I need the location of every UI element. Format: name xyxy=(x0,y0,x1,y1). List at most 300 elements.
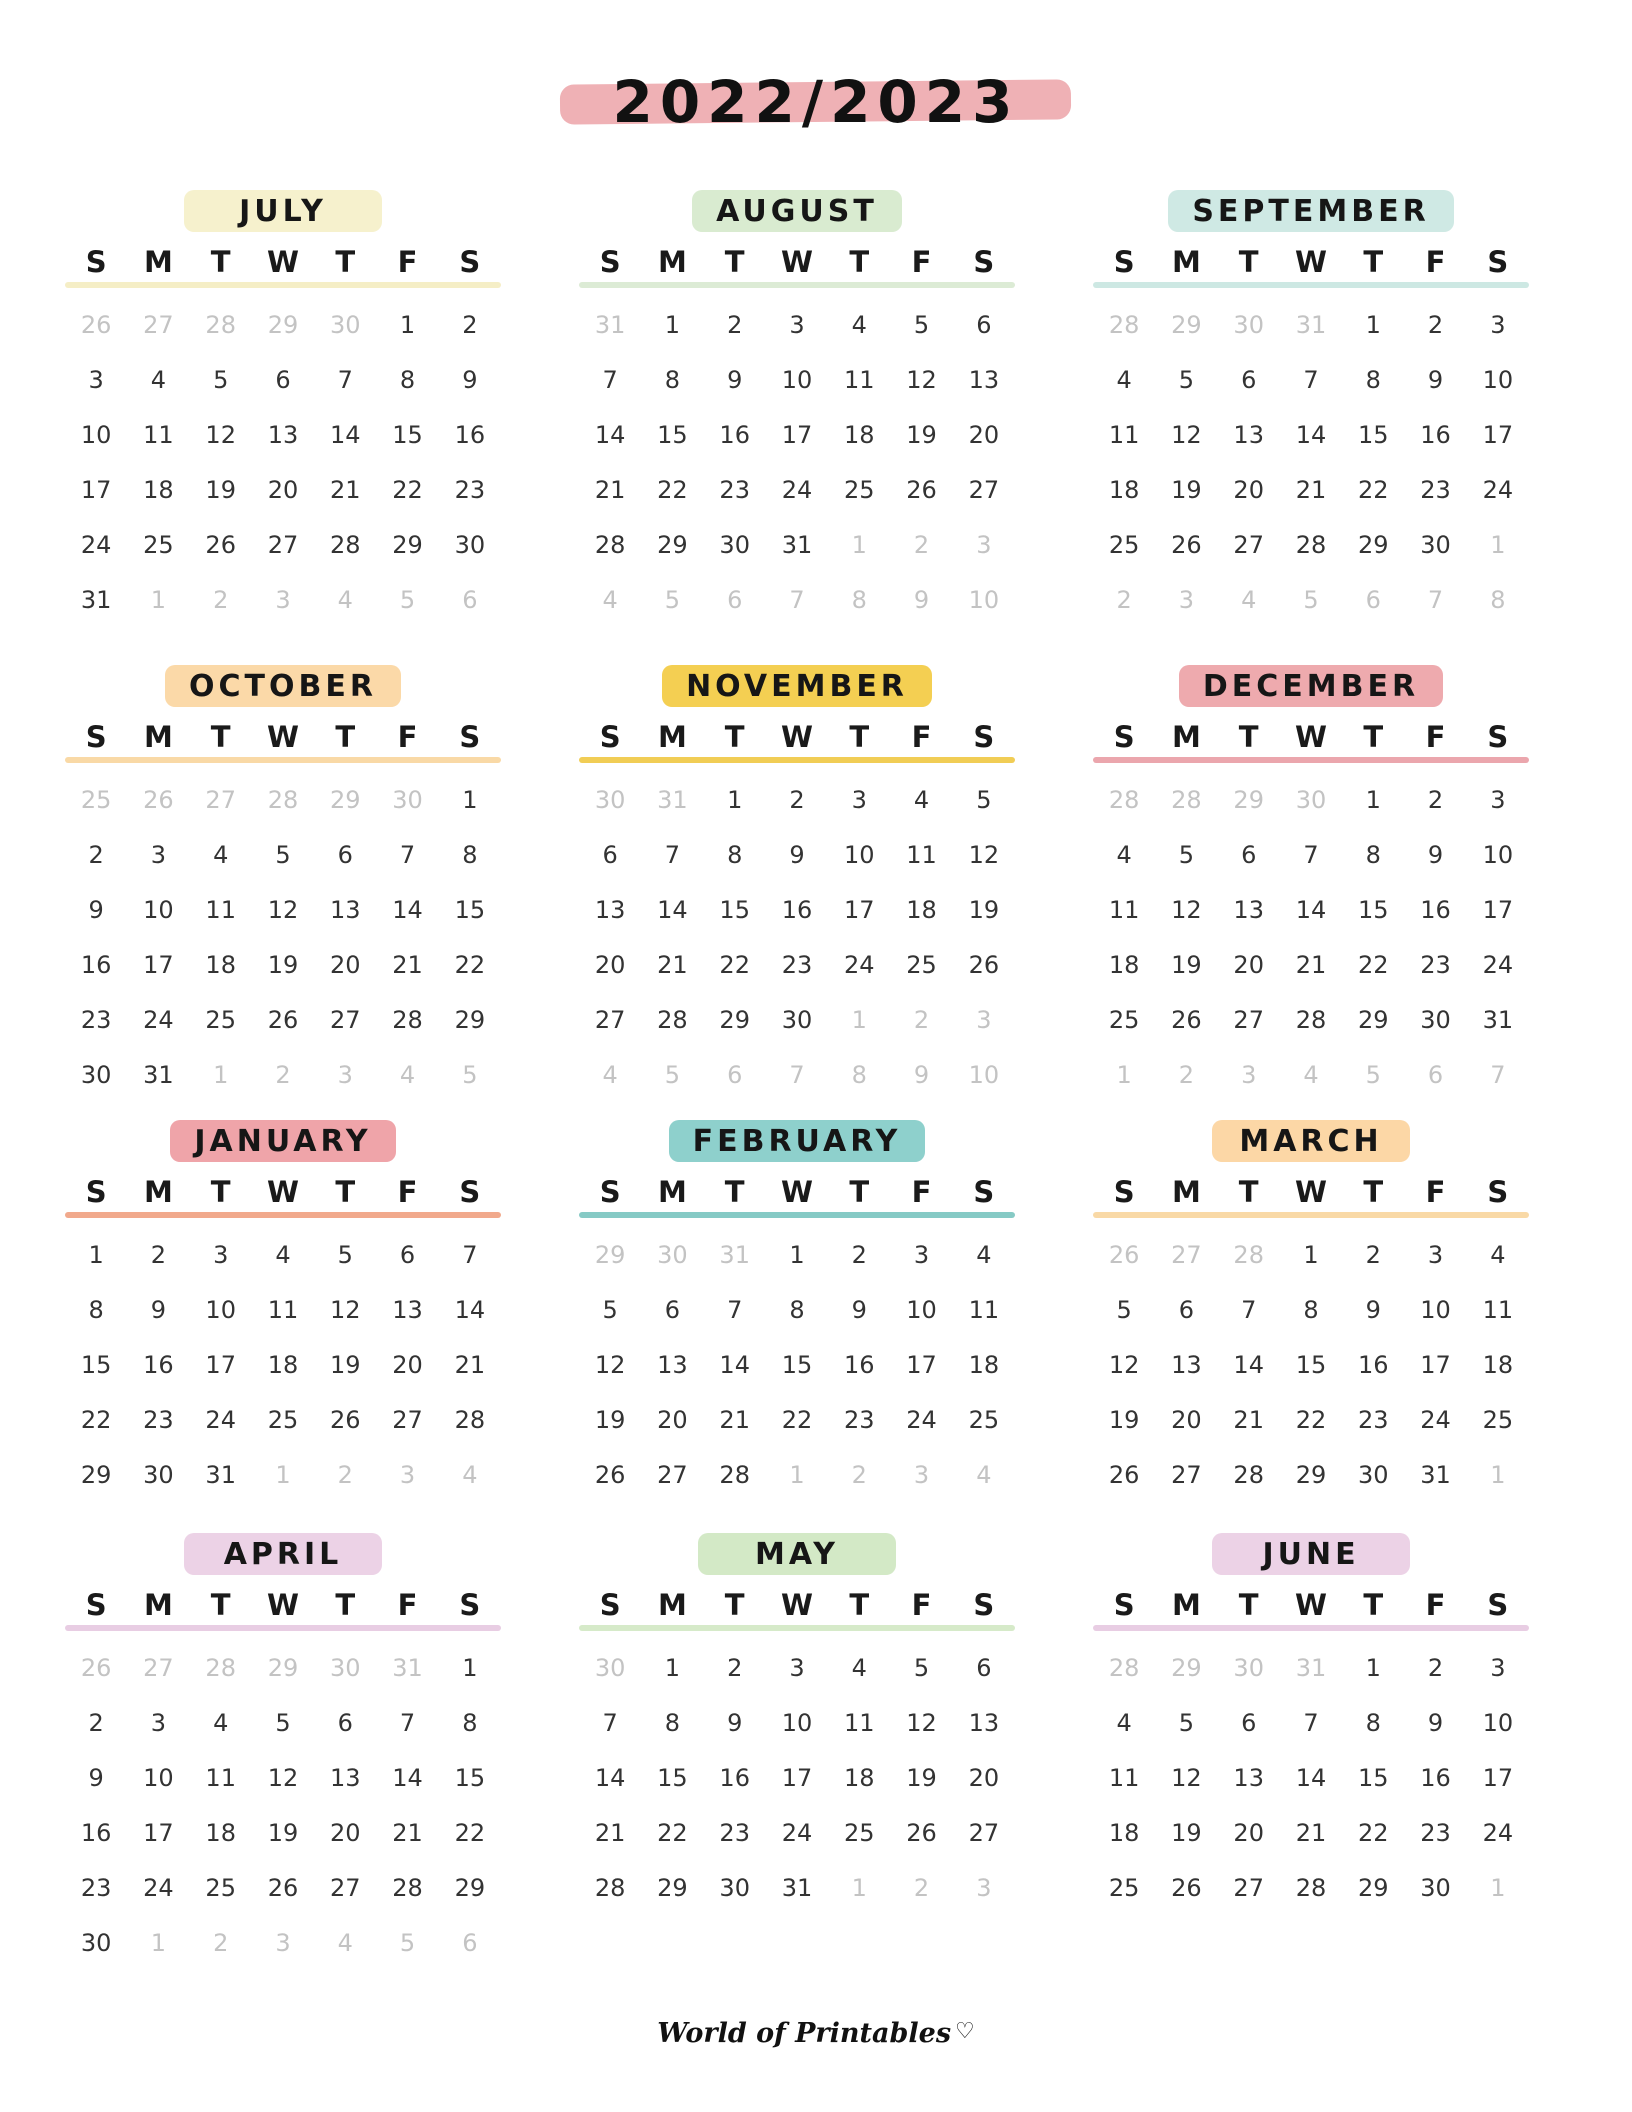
day-cell: 23 xyxy=(1420,1819,1451,1847)
month-name: AUGUST xyxy=(692,190,902,232)
day-cell: 29 xyxy=(1358,1874,1389,1902)
day-cell: 17 xyxy=(781,1764,813,1792)
day-cell: 20 xyxy=(392,1351,423,1379)
day-cell: 26 xyxy=(1171,1006,1202,1034)
day-cell: 19 xyxy=(594,1406,626,1434)
day-cell: 29 xyxy=(1358,531,1389,559)
day-cell: 21 xyxy=(392,951,423,979)
day-cell: 23 xyxy=(143,1406,174,1434)
day-cell: 12 xyxy=(330,1296,361,1324)
weekday-label: S xyxy=(85,245,107,279)
weekday-label: M xyxy=(143,1588,173,1622)
day-cell: 26 xyxy=(906,476,937,504)
weekday-row xyxy=(1093,719,1529,755)
day-cell: 6 xyxy=(976,311,992,339)
adjacent-month-day: 7 xyxy=(1427,586,1444,614)
adjacent-month-day: 31 xyxy=(392,1654,423,1682)
adjacent-month-day: 6 xyxy=(727,586,743,614)
adjacent-month-day: 8 xyxy=(851,586,867,614)
day-cell: 28 xyxy=(657,1006,688,1034)
month-header xyxy=(579,665,1015,713)
day-cell: 18 xyxy=(1482,1351,1514,1379)
adjacent-month-day: 2 xyxy=(851,1461,867,1489)
day-cell: 28 xyxy=(330,531,361,559)
weekday-label: M xyxy=(1171,1588,1201,1622)
day-cell: 8 xyxy=(1365,366,1381,394)
adjacent-month-day: 2 xyxy=(913,1006,930,1034)
day-cell: 6 xyxy=(1241,1709,1257,1737)
day-cell: 15 xyxy=(454,1764,486,1792)
adjacent-month-day: 5 xyxy=(664,586,681,614)
days-grid xyxy=(1093,773,1529,1103)
day-cell: 5 xyxy=(913,1654,930,1682)
day-cell: 11 xyxy=(205,1764,236,1792)
weekday-label: W xyxy=(780,245,813,279)
adjacent-month-day: 26 xyxy=(143,786,174,814)
day-cell: 21 xyxy=(719,1406,750,1434)
day-cell: 8 xyxy=(664,1709,681,1737)
day-cell: 31 xyxy=(781,531,813,559)
weekday-label: S xyxy=(599,245,621,279)
weekday-label: S xyxy=(599,1175,621,1209)
day-cell: 19 xyxy=(1108,1406,1140,1434)
day-cell: 25 xyxy=(1108,1006,1140,1034)
day-cell: 31 xyxy=(143,1061,174,1089)
weekday-label: T xyxy=(1238,245,1259,279)
weekday-label: F xyxy=(1425,1175,1446,1209)
day-cell: 22 xyxy=(454,951,486,979)
day-cell: 2 xyxy=(150,1241,167,1269)
day-cell: 22 xyxy=(719,951,750,979)
weekday-label: T xyxy=(724,1588,745,1622)
day-cell: 14 xyxy=(1295,896,1327,924)
adjacent-month-day: 2 xyxy=(275,1061,291,1089)
day-cell: 9 xyxy=(1427,366,1444,394)
day-cell: 24 xyxy=(1482,951,1514,979)
day-cell: 14 xyxy=(392,896,423,924)
day-cell: 16 xyxy=(781,896,813,924)
adjacent-month-day: 28 xyxy=(1233,1241,1264,1269)
day-cell: 13 xyxy=(330,1764,361,1792)
weekday-label: M xyxy=(143,1175,173,1209)
day-cell: 3 xyxy=(1490,311,1506,339)
day-cell: 2 xyxy=(1427,1654,1444,1682)
day-cell: 5 xyxy=(976,786,992,814)
day-cell: 25 xyxy=(844,476,875,504)
day-cell: 11 xyxy=(267,1296,299,1324)
day-cell: 15 xyxy=(454,896,486,924)
day-cell: 25 xyxy=(205,1874,236,1902)
day-cell: 15 xyxy=(1295,1351,1327,1379)
day-cell: 20 xyxy=(594,951,626,979)
adjacent-month-day: 1 xyxy=(789,1461,805,1489)
day-cell: 24 xyxy=(906,1406,937,1434)
day-cell: 20 xyxy=(1233,476,1264,504)
day-cell: 1 xyxy=(789,1241,805,1269)
day-cell: 21 xyxy=(1233,1406,1264,1434)
day-cell: 5 xyxy=(1116,1296,1132,1324)
day-cell: 4 xyxy=(275,1241,291,1269)
month-name: SEPTEMBER xyxy=(1168,190,1453,232)
weekday-row xyxy=(1093,1587,1529,1623)
adjacent-month-day: 1 xyxy=(851,1874,867,1902)
day-cell: 28 xyxy=(594,1874,626,1902)
adjacent-month-day: 3 xyxy=(913,1461,930,1489)
adjacent-month-day: 26 xyxy=(80,1654,112,1682)
day-cell: 16 xyxy=(1420,1764,1451,1792)
adjacent-month-day: 4 xyxy=(337,586,353,614)
adjacent-month-day: 6 xyxy=(462,586,478,614)
weekday-row xyxy=(579,1587,1015,1623)
day-cell: 14 xyxy=(1233,1351,1264,1379)
weekday-label: F xyxy=(397,720,418,754)
day-cell: 26 xyxy=(205,531,236,559)
day-cell: 3 xyxy=(913,1241,930,1269)
adjacent-month-day: 10 xyxy=(968,1061,1000,1089)
weekday-label: W xyxy=(1294,1588,1327,1622)
day-cell: 16 xyxy=(1358,1351,1389,1379)
day-cell: 9 xyxy=(1427,841,1444,869)
day-cell: 19 xyxy=(906,1764,937,1792)
day-cell: 6 xyxy=(337,841,353,869)
day-cell: 11 xyxy=(1108,421,1140,449)
day-cell: 10 xyxy=(80,421,112,449)
weekday-label: T xyxy=(335,1175,356,1209)
day-cell: 3 xyxy=(213,1241,229,1269)
adjacent-month-day: 30 xyxy=(594,786,626,814)
adjacent-month-day: 29 xyxy=(594,1241,626,1269)
weekday-label: S xyxy=(599,1588,621,1622)
day-cell: 5 xyxy=(913,311,930,339)
day-cell: 16 xyxy=(1420,421,1451,449)
weekday-label: M xyxy=(143,245,173,279)
day-cell: 19 xyxy=(267,1819,299,1847)
day-cell: 26 xyxy=(906,1819,937,1847)
day-cell: 6 xyxy=(1241,841,1257,869)
day-cell: 10 xyxy=(1482,841,1514,869)
adjacent-month-day: 2 xyxy=(213,1929,229,1957)
day-cell: 25 xyxy=(205,1006,236,1034)
adjacent-month-day: 29 xyxy=(1171,311,1202,339)
adjacent-month-day: 5 xyxy=(1365,1061,1381,1089)
month-header xyxy=(579,1120,1015,1168)
day-cell: 8 xyxy=(88,1296,104,1324)
day-cell: 9 xyxy=(150,1296,167,1324)
day-cell: 17 xyxy=(143,1819,174,1847)
month-divider xyxy=(579,757,1015,763)
day-cell: 22 xyxy=(392,476,423,504)
day-cell: 14 xyxy=(330,421,361,449)
day-cell: 25 xyxy=(968,1406,1000,1434)
day-cell: 30 xyxy=(1420,531,1451,559)
day-cell: 29 xyxy=(80,1461,112,1489)
month-divider xyxy=(65,1212,501,1218)
day-cell: 2 xyxy=(851,1241,867,1269)
weekday-label: F xyxy=(1425,1588,1446,1622)
day-cell: 8 xyxy=(727,841,743,869)
adjacent-month-day: 7 xyxy=(1490,1061,1506,1089)
adjacent-month-day: 2 xyxy=(913,1874,930,1902)
day-cell: 9 xyxy=(88,896,104,924)
day-cell: 1 xyxy=(727,786,743,814)
day-cell: 6 xyxy=(399,1241,416,1269)
weekday-label: T xyxy=(1363,1175,1384,1209)
day-cell: 8 xyxy=(1303,1296,1319,1324)
adjacent-month-day: 1 xyxy=(150,1929,167,1957)
day-cell: 5 xyxy=(602,1296,618,1324)
days-grid xyxy=(1093,1641,1529,1916)
day-cell: 20 xyxy=(330,951,361,979)
brand-logo xyxy=(0,2018,1632,2049)
day-cell: 12 xyxy=(1171,1764,1202,1792)
day-cell: 27 xyxy=(1233,531,1264,559)
weekday-label: T xyxy=(724,1175,745,1209)
day-cell: 13 xyxy=(1233,421,1264,449)
adjacent-month-day: 28 xyxy=(205,1654,236,1682)
day-cell: 9 xyxy=(727,1709,743,1737)
day-cell: 25 xyxy=(267,1406,299,1434)
day-cell: 25 xyxy=(1108,1874,1140,1902)
day-cell: 8 xyxy=(399,366,416,394)
adjacent-month-day: 5 xyxy=(399,1929,416,1957)
weekday-label: M xyxy=(657,720,687,754)
day-cell: 27 xyxy=(1233,1006,1264,1034)
month-name: JULY xyxy=(184,190,382,232)
weekday-label: S xyxy=(1487,1175,1509,1209)
day-cell: 2 xyxy=(1427,786,1444,814)
day-cell: 31 xyxy=(781,1874,813,1902)
day-cell: 6 xyxy=(976,1654,992,1682)
day-cell: 31 xyxy=(1420,1461,1451,1489)
day-cell: 2 xyxy=(1427,311,1444,339)
day-cell: 27 xyxy=(330,1874,361,1902)
day-cell: 25 xyxy=(1482,1406,1514,1434)
day-cell: 31 xyxy=(80,586,112,614)
day-cell: 27 xyxy=(267,531,299,559)
months-grid xyxy=(65,190,1569,1963)
adjacent-month-day: 1 xyxy=(275,1461,291,1489)
adjacent-month-day: 5 xyxy=(664,1061,681,1089)
day-cell: 14 xyxy=(719,1351,750,1379)
weekday-label: T xyxy=(724,720,745,754)
day-cell: 15 xyxy=(657,421,688,449)
weekday-label: S xyxy=(1113,720,1135,754)
day-cell: 30 xyxy=(454,531,486,559)
weekday-label: T xyxy=(849,1588,870,1622)
title-banner xyxy=(560,68,1071,136)
month-divider xyxy=(1093,1625,1529,1631)
adjacent-month-day: 29 xyxy=(1233,786,1264,814)
day-cell: 5 xyxy=(213,366,229,394)
day-cell: 29 xyxy=(657,1874,688,1902)
day-cell: 14 xyxy=(594,421,626,449)
adjacent-month-day: 1 xyxy=(851,1006,867,1034)
adjacent-month-day: 27 xyxy=(1171,1241,1202,1269)
day-cell: 4 xyxy=(213,1709,229,1737)
day-cell: 11 xyxy=(1108,896,1140,924)
day-cell: 6 xyxy=(1178,1296,1195,1324)
month-divider xyxy=(579,1625,1015,1631)
day-cell: 21 xyxy=(330,476,361,504)
weekday-label: T xyxy=(1238,720,1259,754)
day-cell: 7 xyxy=(1241,1296,1257,1324)
weekday-label: S xyxy=(973,245,995,279)
day-cell: 10 xyxy=(1420,1296,1451,1324)
day-cell: 16 xyxy=(719,1764,750,1792)
day-cell: 18 xyxy=(844,421,875,449)
day-cell: 1 xyxy=(399,311,416,339)
weekday-row xyxy=(1093,1174,1529,1210)
month-name: JUNE xyxy=(1212,1533,1410,1575)
day-cell: 18 xyxy=(844,1764,875,1792)
weekday-label: M xyxy=(143,720,173,754)
adjacent-month-day: 30 xyxy=(1295,786,1327,814)
day-cell: 12 xyxy=(906,366,937,394)
weekday-label: T xyxy=(1363,1588,1384,1622)
month-name: JANUARY xyxy=(170,1120,395,1162)
month-header xyxy=(1093,1533,1529,1581)
adjacent-month-day: 2 xyxy=(337,1461,353,1489)
weekday-label: M xyxy=(1171,245,1201,279)
day-cell: 16 xyxy=(80,1819,112,1847)
day-cell: 12 xyxy=(594,1351,626,1379)
adjacent-month-day: 5 xyxy=(399,586,416,614)
month-header xyxy=(1093,190,1529,238)
days-grid xyxy=(65,298,501,628)
adjacent-month-day: 29 xyxy=(267,1654,299,1682)
month-divider xyxy=(65,757,501,763)
day-cell: 29 xyxy=(1358,1006,1389,1034)
weekday-label: F xyxy=(397,245,418,279)
adjacent-month-day: 31 xyxy=(719,1241,750,1269)
weekday-label: S xyxy=(973,1175,995,1209)
day-cell: 22 xyxy=(80,1406,112,1434)
adjacent-month-day: 8 xyxy=(1490,586,1506,614)
day-cell: 20 xyxy=(1171,1406,1202,1434)
adjacent-month-day: 3 xyxy=(275,586,291,614)
day-cell: 20 xyxy=(330,1819,361,1847)
month-august xyxy=(579,190,1015,665)
day-cell: 4 xyxy=(1116,366,1132,394)
month-october xyxy=(65,665,501,1120)
day-cell: 17 xyxy=(1482,421,1514,449)
adjacent-month-day: 3 xyxy=(976,531,992,559)
weekday-label: M xyxy=(1171,720,1201,754)
day-cell: 17 xyxy=(1482,896,1514,924)
day-cell: 8 xyxy=(1365,1709,1381,1737)
adjacent-month-day: 29 xyxy=(1171,1654,1202,1682)
weekday-label: T xyxy=(335,245,356,279)
day-cell: 16 xyxy=(1420,896,1451,924)
day-cell: 3 xyxy=(789,1654,805,1682)
weekday-row xyxy=(1093,244,1529,280)
day-cell: 4 xyxy=(1116,1709,1132,1737)
adjacent-month-day: 1 xyxy=(1490,531,1506,559)
day-cell: 7 xyxy=(602,1709,618,1737)
day-cell: 27 xyxy=(594,1006,626,1034)
weekday-label: F xyxy=(911,245,932,279)
month-header xyxy=(579,1533,1015,1581)
day-cell: 3 xyxy=(88,366,104,394)
adjacent-month-day: 3 xyxy=(976,1006,992,1034)
weekday-label: S xyxy=(599,720,621,754)
adjacent-month-day: 1 xyxy=(1116,1061,1132,1089)
weekday-label: W xyxy=(266,1588,299,1622)
day-cell: 28 xyxy=(1295,1006,1327,1034)
day-cell: 17 xyxy=(143,951,174,979)
adjacent-month-day: 28 xyxy=(1108,311,1140,339)
day-cell: 27 xyxy=(968,1819,1000,1847)
day-cell: 20 xyxy=(1233,1819,1264,1847)
day-cell: 16 xyxy=(80,951,112,979)
month-february xyxy=(579,1120,1015,1533)
weekday-label: T xyxy=(210,720,231,754)
day-cell: 21 xyxy=(1295,1819,1327,1847)
weekday-label: F xyxy=(397,1175,418,1209)
day-cell: 9 xyxy=(1365,1296,1381,1324)
day-cell: 16 xyxy=(454,421,486,449)
day-cell: 2 xyxy=(88,841,104,869)
day-cell: 9 xyxy=(789,841,805,869)
day-cell: 27 xyxy=(330,1006,361,1034)
day-cell: 18 xyxy=(1108,951,1140,979)
adjacent-month-day: 6 xyxy=(1365,586,1381,614)
day-cell: 12 xyxy=(906,1709,937,1737)
day-cell: 3 xyxy=(851,786,867,814)
adjacent-month-day: 29 xyxy=(267,311,299,339)
days-grid xyxy=(579,1228,1015,1503)
day-cell: 13 xyxy=(1233,896,1264,924)
adjacent-month-day: 4 xyxy=(602,1061,618,1089)
day-cell: 15 xyxy=(719,896,750,924)
day-cell: 19 xyxy=(1171,1819,1202,1847)
day-cell: 5 xyxy=(337,1241,353,1269)
day-cell: 30 xyxy=(1420,1874,1451,1902)
day-cell: 14 xyxy=(657,896,688,924)
day-cell: 11 xyxy=(906,841,937,869)
day-cell: 30 xyxy=(781,1006,813,1034)
weekday-label: W xyxy=(780,720,813,754)
adjacent-month-day: 3 xyxy=(275,1929,291,1957)
day-cell: 7 xyxy=(602,366,618,394)
weekday-label: M xyxy=(1171,1175,1201,1209)
day-cell: 24 xyxy=(80,531,112,559)
day-cell: 22 xyxy=(657,476,688,504)
day-cell: 14 xyxy=(1295,1764,1327,1792)
day-cell: 1 xyxy=(664,1654,681,1682)
day-cell: 21 xyxy=(1295,476,1327,504)
day-cell: 11 xyxy=(1108,1764,1140,1792)
day-cell: 10 xyxy=(781,366,813,394)
weekday-label: W xyxy=(1294,720,1327,754)
adjacent-month-day: 2 xyxy=(1116,586,1132,614)
day-cell: 24 xyxy=(143,1006,174,1034)
day-cell: 11 xyxy=(1482,1296,1514,1324)
weekday-label: T xyxy=(210,1588,231,1622)
weekday-label: T xyxy=(1363,720,1384,754)
days-grid xyxy=(579,298,1015,628)
month-name: DECEMBER xyxy=(1179,665,1443,707)
adjacent-month-day: 4 xyxy=(462,1461,478,1489)
weekday-label: T xyxy=(724,245,745,279)
day-cell: 27 xyxy=(657,1461,688,1489)
adjacent-month-day: 9 xyxy=(913,1061,930,1089)
day-cell: 12 xyxy=(1171,421,1202,449)
day-cell: 19 xyxy=(1171,951,1202,979)
day-cell: 18 xyxy=(968,1351,1000,1379)
month-name: FEBRUARY xyxy=(669,1120,926,1162)
weekday-label: S xyxy=(85,1175,107,1209)
